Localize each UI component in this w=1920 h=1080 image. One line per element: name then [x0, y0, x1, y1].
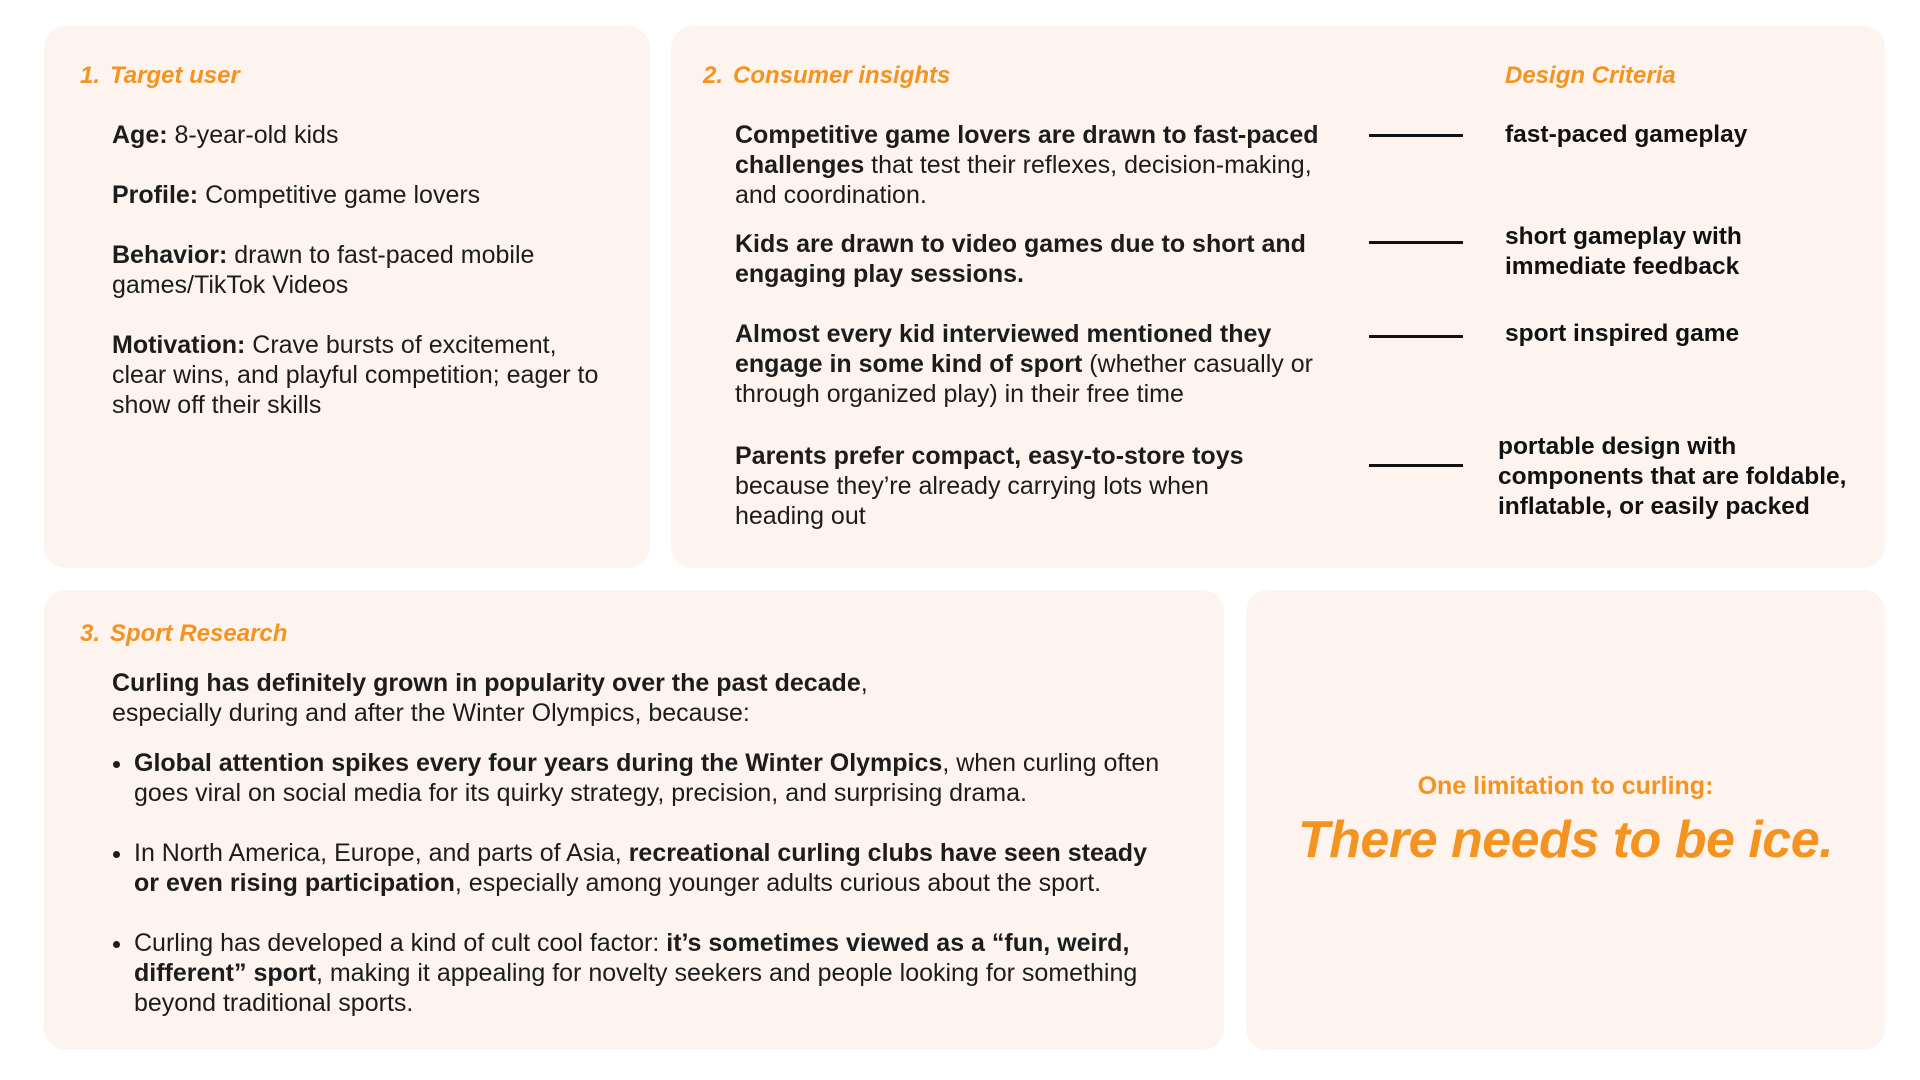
- list-item: [134, 928, 1172, 1018]
- motivation-label: Motivation:: [112, 331, 246, 359]
- profile-label: Profile:: [112, 181, 199, 209]
- list-item: [134, 838, 1172, 898]
- section-number: 1.: [80, 62, 101, 89]
- connector-line: [1369, 241, 1463, 244]
- list-item: [134, 748, 1172, 808]
- connector-line: [1369, 335, 1463, 338]
- insight-rest: (whether casually or through organized play) in their free time: [735, 350, 1313, 408]
- profile-value: Competitive game lovers: [198, 181, 481, 209]
- age-label: Age:: [112, 121, 168, 149]
- limitation-statement: There needs to be ice.: [1297, 811, 1834, 869]
- target-user-heading: [80, 62, 240, 90]
- intro-rest: , especially during and after the Winter Olympics, because:: [112, 669, 868, 727]
- limitation-label: One limitation to curling:: [1417, 772, 1714, 800]
- design-criterion: short gameplay with immediate feedback: [1505, 223, 1742, 280]
- bullet-pre: In North America, Europe, and parts of Asia,: [134, 839, 629, 867]
- design-criterion: portable design with components that are foldable, inflatable, or easily packed: [1498, 433, 1847, 520]
- design-criterion: fast-paced gameplay: [1505, 121, 1748, 148]
- section-title: Consumer insights: [733, 62, 951, 89]
- target-user-card: [44, 26, 650, 568]
- sport-research-heading: [80, 620, 287, 648]
- behavior-label: Behavior:: [112, 241, 228, 269]
- design-criterion: sport inspired game: [1505, 320, 1740, 347]
- bullet-bold: Global attention spikes every four years during the Winter Olympics: [134, 749, 943, 777]
- insight-bold: Almost every kid interviewed mentioned they engage in some kind of sport: [735, 320, 1272, 378]
- bullet-bold: it’s sometimes viewed as a “fun, weird, different” sport: [134, 929, 1130, 987]
- bullet-bold: recreational curling clubs have seen steady or even rising participation: [134, 839, 1147, 897]
- insight-bold: Parents prefer compact, easy-to-store toys: [735, 442, 1244, 470]
- bullet-rest: , making it appealing for novelty seekers and people looking for something beyond traditional sports.: [134, 959, 1138, 1017]
- connector-line: [1369, 464, 1463, 467]
- consumer-insights-heading: [703, 62, 950, 90]
- insight-bold: Kids are drawn to video games due to short and engaging play sessions.: [735, 230, 1306, 288]
- insight-item: [735, 229, 1335, 289]
- section-title: Sport Research: [110, 620, 288, 647]
- behavior-value: drawn to fast-paced mobile games/TikTok Videos: [112, 241, 535, 299]
- motivation-line: [112, 330, 602, 420]
- age-value: 8-year-old kids: [167, 121, 339, 149]
- intro-bold: Curling has definitely grown in popularity over the past decade: [112, 669, 861, 697]
- sport-research-card: [44, 590, 1224, 1050]
- insight-item: [735, 319, 1335, 409]
- behavior-line: [112, 240, 562, 300]
- bullet-rest: , when curling often goes viral on social media for its quirky strategy, precision, and surprising drama.: [134, 749, 1160, 807]
- insight-item: [735, 441, 1295, 531]
- section-title: Target user: [110, 62, 240, 89]
- target-user-details: [112, 120, 612, 450]
- bullet-list: [112, 748, 1172, 1018]
- sport-research-bullets: [112, 748, 1172, 1048]
- section-number: 2.: [703, 62, 724, 89]
- consumer-insights-card: [671, 26, 1885, 568]
- insight-bold: Competitive game lovers are drawn to fast-paced challenges: [735, 121, 1319, 179]
- bullet-rest: , especially among younger adults curious about the sport.: [454, 869, 1102, 897]
- insight-rest: because they’re already carrying lots when heading out: [735, 472, 1209, 530]
- design-criteria-heading: Design Criteria: [1505, 62, 1676, 89]
- section-number: 3.: [80, 620, 101, 647]
- sport-research-intro: [112, 668, 912, 728]
- insight-rest: that test their reflexes, decision-making, and coordination.: [735, 151, 1312, 209]
- motivation-value: Crave bursts of excitement, clear wins, and playful competition; eager to show off their skills: [112, 331, 599, 419]
- age-line: [112, 120, 612, 150]
- connector-line: [1369, 134, 1463, 137]
- profile-line: [112, 180, 612, 210]
- bullet-pre: Curling has developed a kind of cult cool factor:: [134, 929, 667, 957]
- limitation-card: [1246, 590, 1885, 1050]
- insight-item: [735, 120, 1335, 210]
